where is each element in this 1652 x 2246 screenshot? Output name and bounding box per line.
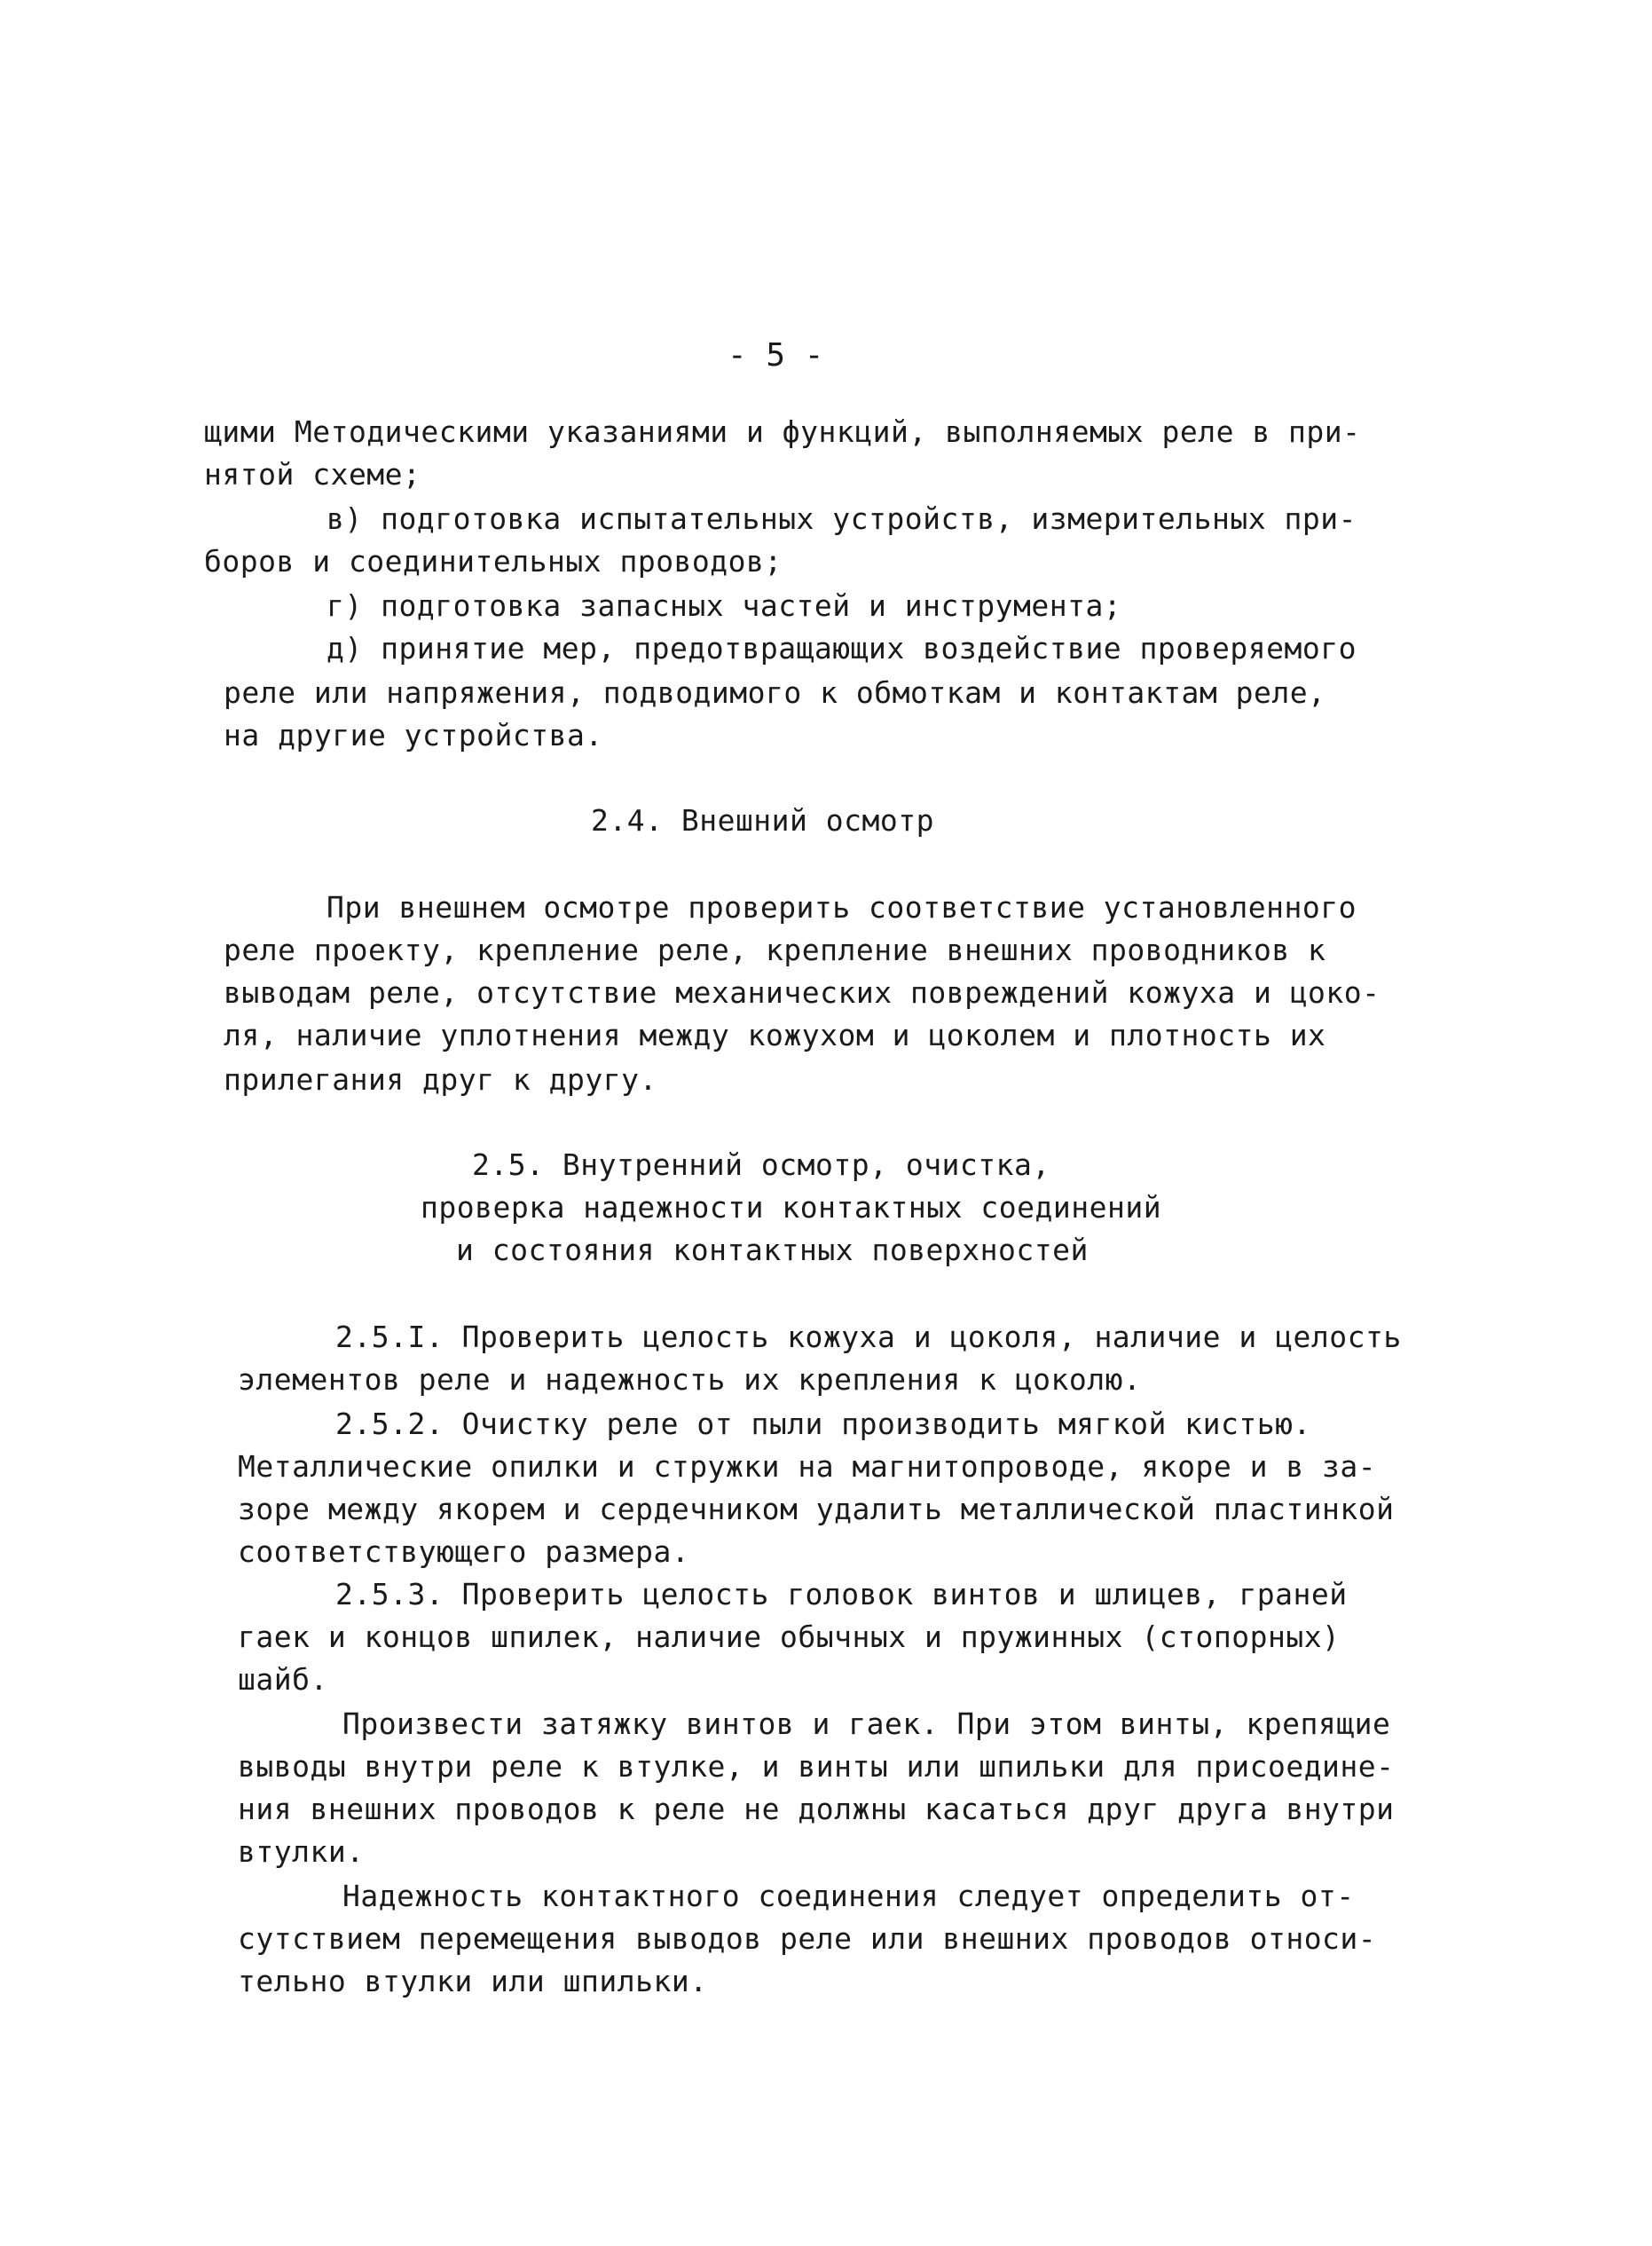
paragraph-line: прилегания друг к другу. (224, 1062, 657, 1097)
section-heading-2-5: 2.5. Внутренний осмотр, очистка, (472, 1147, 1050, 1182)
paragraph-line: ния внешних проводов к реле не должны касаться друг друга внутри (238, 1792, 1395, 1826)
paragraph-line: Надежность контактного соединения следует определить от- (342, 1879, 1355, 1913)
text-line: реле или напряжения, подводимого к обмоткам и контактам реле, (224, 675, 1326, 710)
section-heading-2-4: 2.4. Внешний осмотр (591, 803, 934, 838)
paragraph-line: тельно втулки или шпильки. (238, 1964, 708, 1998)
paragraph-line: сутствием перемещения выводов реле или внешних проводов относи- (238, 1921, 1377, 1956)
text-line: щими Методическими указаниями и функций, выполняемых реле в при- (204, 414, 1361, 449)
list-item-v: в) подготовка испытательных устройств, измерительных при- (326, 501, 1357, 536)
subsection-2-5-3: 2.5.3. Проверить целость головок винтов и шлицев, граней (335, 1577, 1348, 1612)
paragraph-line: соответствующего размера. (238, 1534, 690, 1569)
paragraph-line: шайб. (238, 1662, 328, 1697)
page-number: - 5 - (728, 337, 824, 374)
paragraph-line: выводы внутри реле к втулке, и винты или шпильки для присоедине- (238, 1749, 1395, 1784)
paragraph-line: При внешнем осмотре проверить соответствие установленного (326, 890, 1357, 925)
list-item-g: г) подготовка запасных частей и инструмента; (326, 588, 1122, 623)
section-heading-2-5-line3: и состояния контактных поверхностей (456, 1233, 1089, 1267)
paragraph-line: Произвести затяжку винтов и гаек. При этом винты, крепящие (342, 1706, 1391, 1741)
paragraph-line: ля, наличие уплотнения между кожухом и цоколем и плотность их (224, 1018, 1326, 1052)
text-line: на другие устройства. (224, 718, 603, 753)
subsection-2-5-1: 2.5.I. Проверить целость кожуха и цоколя, наличие и целость (335, 1320, 1402, 1354)
text-line: боров и соединительных проводов; (204, 544, 783, 579)
paragraph-line: зоре между якорем и сердечником удалить металлической пластинкой (238, 1492, 1395, 1526)
paragraph-line: гаек и концов шпилек, наличие обычных и пружинных (стопорных) (238, 1619, 1341, 1654)
subsection-2-5-2: 2.5.2. Очистку реле от пыли производить мягкой кистью. (335, 1407, 1311, 1441)
paragraph-line: элементов реле и надежность их крепления к цоколю. (238, 1362, 1142, 1397)
paragraph-line: реле проекту, крепление реле, крепление внешних проводников к (224, 933, 1326, 967)
list-item-d: д) принятие мер, предотвращающих воздействие проверяемого (326, 631, 1357, 666)
paragraph-line: втулки. (238, 1834, 365, 1869)
paragraph-line: Металлические опилки и стружки на магнитопроводе, якоре и в за- (238, 1449, 1377, 1484)
section-heading-2-5-line2: проверка надежности контактных соединений (421, 1190, 1162, 1225)
paragraph-line: выводам реле, отсутствие механических повреждений кожуха и цоко- (224, 975, 1381, 1010)
text-line: нятой схеме; (204, 457, 421, 492)
